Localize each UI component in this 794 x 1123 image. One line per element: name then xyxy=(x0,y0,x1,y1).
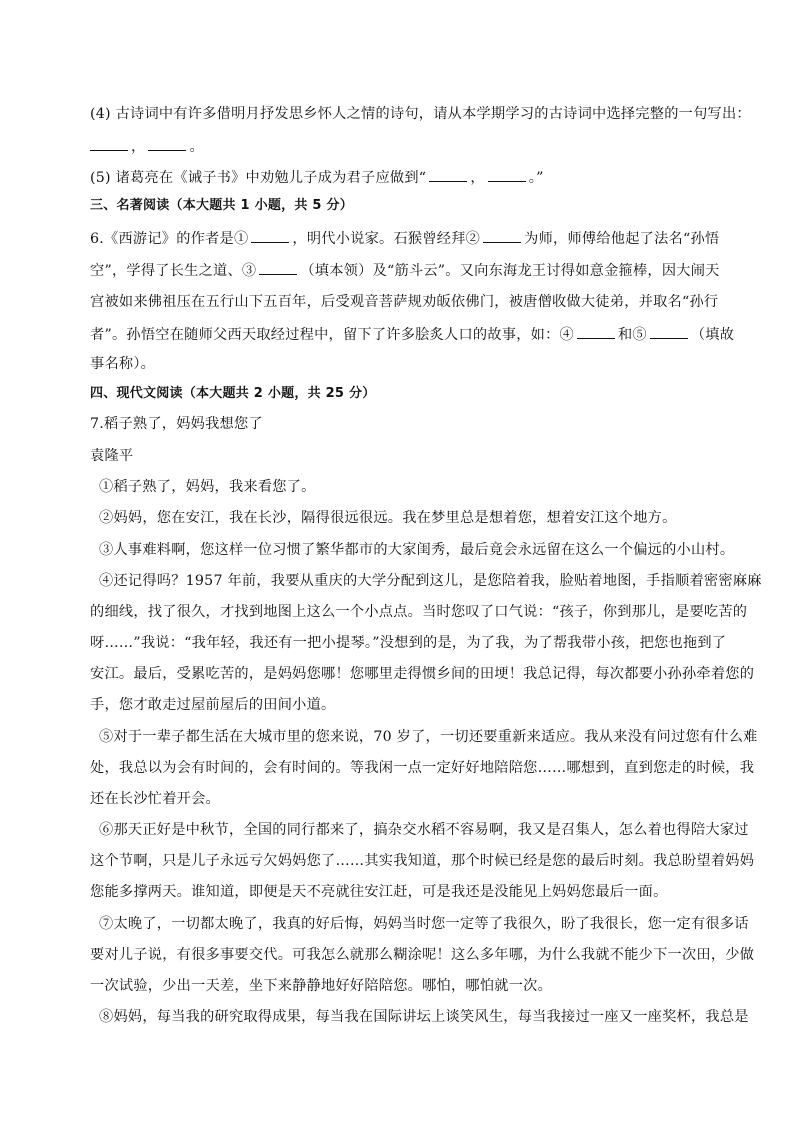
paragraph-line: 一次试验，少出一天差，坐下来静静地好好陪陪您。哪怕，哪怕就一次。 xyxy=(90,978,553,994)
answer-blank[interactable] xyxy=(577,324,615,339)
paragraph-line: 您能多撑两天。谁知道，即便是天不亮就往安江赶，可是我还是没能见上妈妈您最后一面。 xyxy=(90,884,668,900)
paragraph-line: ①稻子熟了，妈妈，我来看您了。 xyxy=(99,479,316,495)
answer-blank[interactable] xyxy=(483,228,521,243)
paragraph-line: ⑦太晚了，一切都太晚了，我真的好后悔，妈妈当时您一定等了我很久，盼了我很长，您一定有很多话 xyxy=(99,916,749,932)
paragraph-line: ⑤对于一辈子都生活在大城市里的您来说，70 岁了，一切还要重新来适应。我从来没有问过您有什么难 xyxy=(99,729,758,745)
paragraph-line: 呀……”我说：“我年轻，我还有一把小提琴。”没想到的是，为了我，为了帮我带小孩，把您也拖到了 xyxy=(90,635,727,651)
paragraph-line: 安江。最后，受累吃苦的，是妈妈您哪！您哪里走得惯乡间的田埂！我总记得，每次都要小孙孙牵着您的 xyxy=(90,666,755,682)
paragraph-line: ⑧妈妈，每当我的研究取得成果，每当我在国际讲坛上谈笑风生，每当我接过一座又一座奖杯，我总是 xyxy=(99,1009,749,1025)
section-heading-4: 四、现代文阅读（本大题共 2 小题，共 25 分） xyxy=(90,386,376,401)
q6-line-3: 宫被如来佛祖压在五行山下五百年，后受观音菩萨规劝皈依佛门，被唐僧收做大徒弟，并取名“孙行 xyxy=(90,294,719,310)
answer-blank[interactable] xyxy=(259,260,297,275)
answer-blank[interactable] xyxy=(429,167,467,182)
paragraph-line: ②妈妈，您在安江，我在长沙，隔得很远很远。我在梦里总是想着您，想着安江这个地方。 xyxy=(99,510,677,526)
paragraph-line: 还在长沙忙着开会。 xyxy=(90,791,220,807)
answer-blank[interactable] xyxy=(148,136,186,151)
paragraph-line: 这个节啊，只是儿子永远亏欠妈妈您了……其实我知道，那个时候已经是您的最后时刻。我总盼望着妈妈 xyxy=(90,853,755,869)
q7-title: 7.稻子熟了，妈妈我想您了 xyxy=(90,416,263,432)
paragraph-line: 处，我总以为会有时间的，会有时间的。等我闲一点一定好好地陪陪您……哪想到，直到您走的时候，我 xyxy=(90,760,755,776)
q6-line-5: 事名称）。 xyxy=(90,356,156,372)
paragraph-line: 要对儿子说，有很多事要交代。可我怎么就那么糊涂呢！这么多年哪，为什么我就不能少下一次田，少做 xyxy=(90,947,755,963)
q6-line-4: 者”。孙悟空在随师父西天取经过程中，留下了许多脍炙人口的故事，如：④ 和⑤ （填故 xyxy=(90,324,730,345)
paragraph-line: 的细线，找了很久，才找到地图上这么一个小点点。当时您叹了口气说：“孩子，你到那儿，是要吃苦的 xyxy=(90,604,748,620)
period: 。 xyxy=(189,139,204,155)
q4-prompt: (4) 古诗词中有许多借明月抒发思乡怀人之情的诗句，请从本学期学习的古诗词中选择完整的一句写出： xyxy=(90,106,751,122)
q6-line-1: 6.《西游记》的作者是① ，明代小说家。石猴曾经拜② 为师，师傅给他起了法名“孙悟 xyxy=(90,228,730,249)
answer-blank[interactable] xyxy=(90,136,128,151)
answer-blank[interactable] xyxy=(488,167,526,182)
q4-answer-line xyxy=(90,136,730,157)
answer-blank[interactable] xyxy=(650,324,688,339)
paragraph-line: ③人事难料啊，您这样一位习惯了繁华都市的大家闺秀，最后竟会永远留在这么一个偏远的小山村。 xyxy=(99,542,735,558)
paragraph-line: 手，您才敢走过屋前屋后的田间小道。 xyxy=(90,697,336,713)
paragraph-line: ④还记得吗？1957 年前，我要从重庆的大学分配到这儿，是您陪着我，脸贴着地图，手指顺着密密麻麻 xyxy=(99,573,762,589)
paragraph-line: ⑥那天正好是中秋节，全国的同行都来了，搞杂交水稻不容易啊，我又是召集人，怎么着也得陪大家过 xyxy=(99,822,749,838)
comma: ， xyxy=(131,139,146,155)
answer-blank[interactable] xyxy=(251,228,289,243)
q6-line-2: 空”，学得了长生之道、③ （填本领）及“筋斗云”。又向东海龙王讨得如意金箍棒，因大闹天 xyxy=(90,260,730,281)
section-heading-3: 三、名著阅读（本大题共 1 小题，共 5 分） xyxy=(90,198,353,213)
q5-prompt: (5) 诸葛亮在《诫子书》中劝勉儿子成为君子应做到“ ， 。” xyxy=(90,167,730,188)
article-author: 袁隆平 xyxy=(90,448,134,464)
